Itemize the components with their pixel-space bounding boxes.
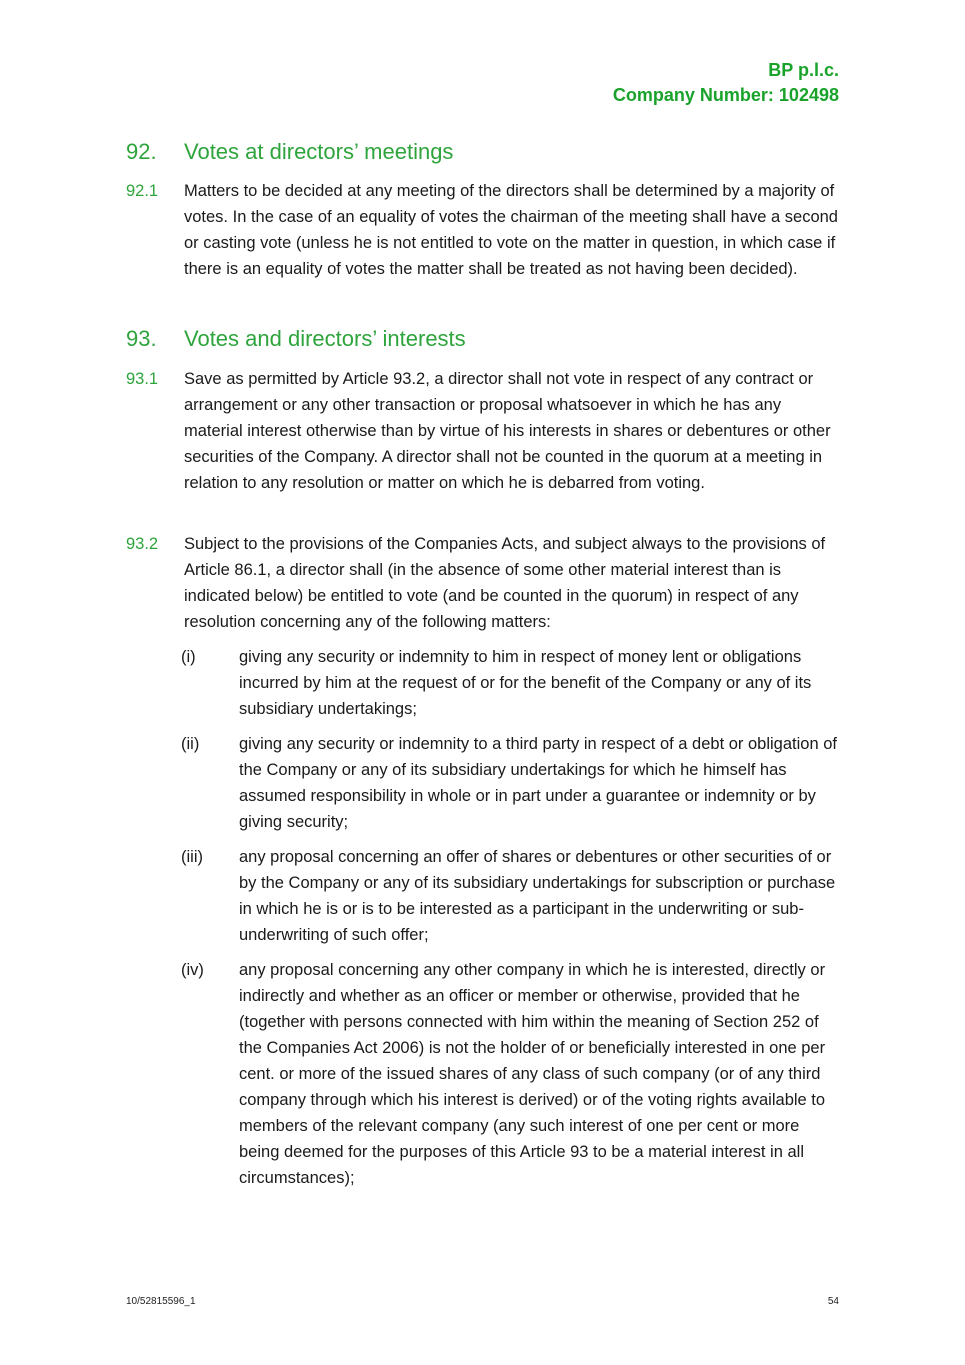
company-number: Company Number: 102498 [612, 85, 839, 105]
list-item-text: any proposal concerning any other company in which he is interested, directly or indirectly and whether as an officer or member or otherwise, provided that he (together with persons connected with him within the meaning of Section 252 of the Companies Act 2006) is not the holder of or beneficially interested in one per cent. or more of the issued shares of any class of such company (or of any third company through which his interest is derived) or of the voting rights available to members of the relevant company (any such interest of one per cent or more being deemed for the purposes of this Article 93 to be a material interest in all circumstances); [239, 961, 826, 1187]
section-title: Votes and directors’ interests [184, 326, 466, 351]
list-item-number: (ii) [181, 735, 200, 753]
company-name: BP p.l.c. [768, 60, 839, 80]
section-title: Votes at directors’ meetings [184, 139, 454, 164]
document-header [613, 58, 839, 108]
section-heading-92 [126, 137, 453, 167]
list-item-ii [181, 731, 841, 835]
list-item-number: (i) [181, 648, 196, 666]
section-heading-93 [126, 324, 466, 354]
paragraph-93-1 [126, 366, 838, 496]
list-item-i [181, 644, 841, 722]
section-number: 93. [126, 326, 157, 351]
list-item-text: any proposal concerning an offer of shares or debentures or other securities of or by the Company or any of its subsidiary undertakings for subscription or purchase in which he is or is to be interested as a participant in the underwriting or sub-underwriting of such offer; [239, 848, 836, 944]
paragraph-text: Subject to the provisions of the Companies Acts, and subject always to the provisions of Article 86.1, a director shall (in the absence of some other material interest than is indicated below) be entitled to vote (and be counted in the quorum) in respect of any resolution concerning any of the following matters: [184, 535, 826, 631]
list-item-iv [181, 957, 841, 1191]
list-item-text: giving any security or indemnity to him in respect of money lent or obligations incurred by him at the request of or for the benefit of the Company or any of its subsidiary undertakings; [239, 648, 812, 718]
paragraph-text: Save as permitted by Article 93.2, a director shall not vote in respect of any contract or arrangement or any other transaction or proposal whatsoever in which he has any material interest otherwise than by virtue of his interests in shares or debentures or other securities of the Company. A director shall not be counted in the quorum at a meeting in relation to any resolution or matter on which he is debarred from voting. [184, 370, 831, 492]
document-reference: 10/52815596_1 [126, 1296, 196, 1307]
list-item-number: (iii) [181, 848, 203, 866]
paragraph-92-1 [126, 178, 838, 282]
section-number: 92. [126, 139, 157, 164]
paragraph-text: Matters to be decided at any meeting of the directors shall be determined by a majority of votes. In the case of an equality of votes the chairman of the meeting shall have a second or casting vote (unless he is not entitled to vote on the matter in question, in which case if there is an equality of votes the matter shall be treated as not having been decided). [184, 182, 838, 278]
paragraph-number: 93.1 [126, 370, 159, 388]
page-number: 54 [827, 1296, 839, 1307]
list-item-iii [181, 844, 841, 948]
paragraph-93-2 [126, 531, 838, 635]
paragraph-number: 92.1 [126, 182, 159, 200]
paragraph-number: 93.2 [126, 535, 159, 553]
list-item-text: giving any security or indemnity to a third party in respect of a debt or obligation of the Company or any of its subsidiary undertakings for which he himself has assumed responsibility in whole or in part under a guarantee or indemnity or by giving security; [239, 735, 837, 831]
list-item-number: (iv) [181, 961, 204, 979]
